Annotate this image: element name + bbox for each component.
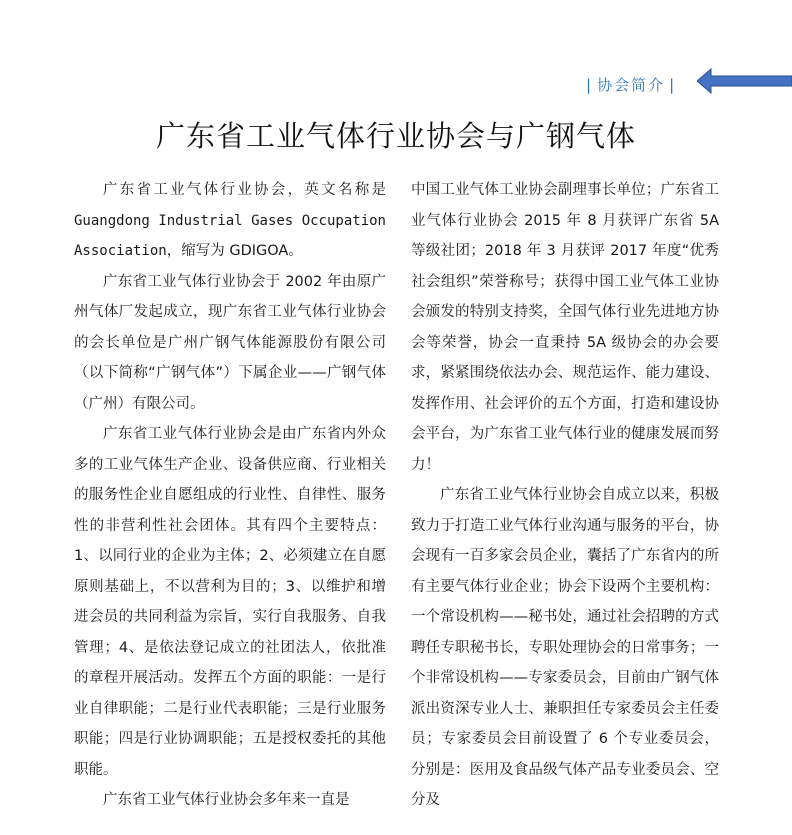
- section-tag-bar-right: |: [669, 76, 677, 94]
- section-label: 协会简介: [597, 76, 666, 94]
- paragraph-english-name: [74, 175, 386, 267]
- paragraph-text: ，缩写为 GDIGOA。: [166, 243, 303, 259]
- paragraph-founding: 广东省工业气体行业协会于 2002 年由原广州气体厂发起成立，现广东省工业气体行业协会的会长单位是广州广钢气体能源股份有限公司（以下简称“广钢气体”）下属企业——广钢气体（广州）有限公司。: [74, 273, 386, 412]
- left-arrow-icon: [697, 68, 792, 94]
- english-name: Guangdong Industrial Gases Occupation Association: [74, 212, 386, 259]
- paragraph-features: 广东省工业气体行业协会是由广东省内外众多的工业气体生产企业、设备供应商、行业相关的服务性企业自愿组成的行业性、自律性、服务性的非营利性社会团体。其有四个主要特点：1、以同行业的企业为主体；2、必须建立在自愿原则基础上，不以营利为目的；3、以维护和增进会员的共同利益为宗旨，实行自我服务、自我管理；4、是依法登记成立的社团法人，依批准的章程开展活动。发挥五个方面的职能：一是行业自律职能；二是行业代表职能；三是行业服务职能；四是行业协调职能；五是授权委托的其他职能。: [74, 426, 386, 778]
- paragraph-structure: 广东省工业气体行业协会自成立以来，积极致力于打造工业气体行业沟通与服务的平台，协会现有一百多家会员企业，囊括了广东省内的所有主要气体行业企业；协会下设两个主要机构：一个常设机构——秘书处，通过社会招聘的方式聘任专职秘书长，专职处理协会的日常事务；一个非常设机构——专家委员会，目前由广钢气体派出资深专业人士、兼职担任专家委员会主任委员；专家委员会目前设置了 6 个专业委员会，分别是：医用及食品级气体产品专业委员会、空分及: [411, 487, 719, 808]
- arrow-shape: [697, 69, 792, 93]
- paragraph-text: 广东省工业气体行业协会，英文名称是: [103, 182, 386, 198]
- left-column: [74, 175, 386, 816]
- page-title: 广东省工业气体行业协会与广钢气体: [155, 119, 636, 153]
- right-column: [411, 175, 719, 816]
- paragraph-honors: 中国工业气体工业协会副理事长单位；广东省工业气体行业协会 2015 年 8 月获评广东省 5A 等级社团；2018 年 3 月获评 2017 年度“优秀社会组织”荣誉称号；获得中国工业气体工业协会颁发的特别支持奖，全国气体行业先进地方协会等荣誉，协会一直秉持 5A 级协会的办会要求，紧紧围绕依法办会、规范运作、能力建设、发挥作用、社会评价的五个方面，打造和建设协会平台，为广东省工业气体行业的健康发展而努力！: [411, 182, 719, 473]
- section-tag-bar-left: |: [586, 76, 594, 94]
- section-tag: [582, 74, 680, 95]
- paragraph-history-start: 广东省工业气体行业协会多年来一直是: [103, 792, 350, 808]
